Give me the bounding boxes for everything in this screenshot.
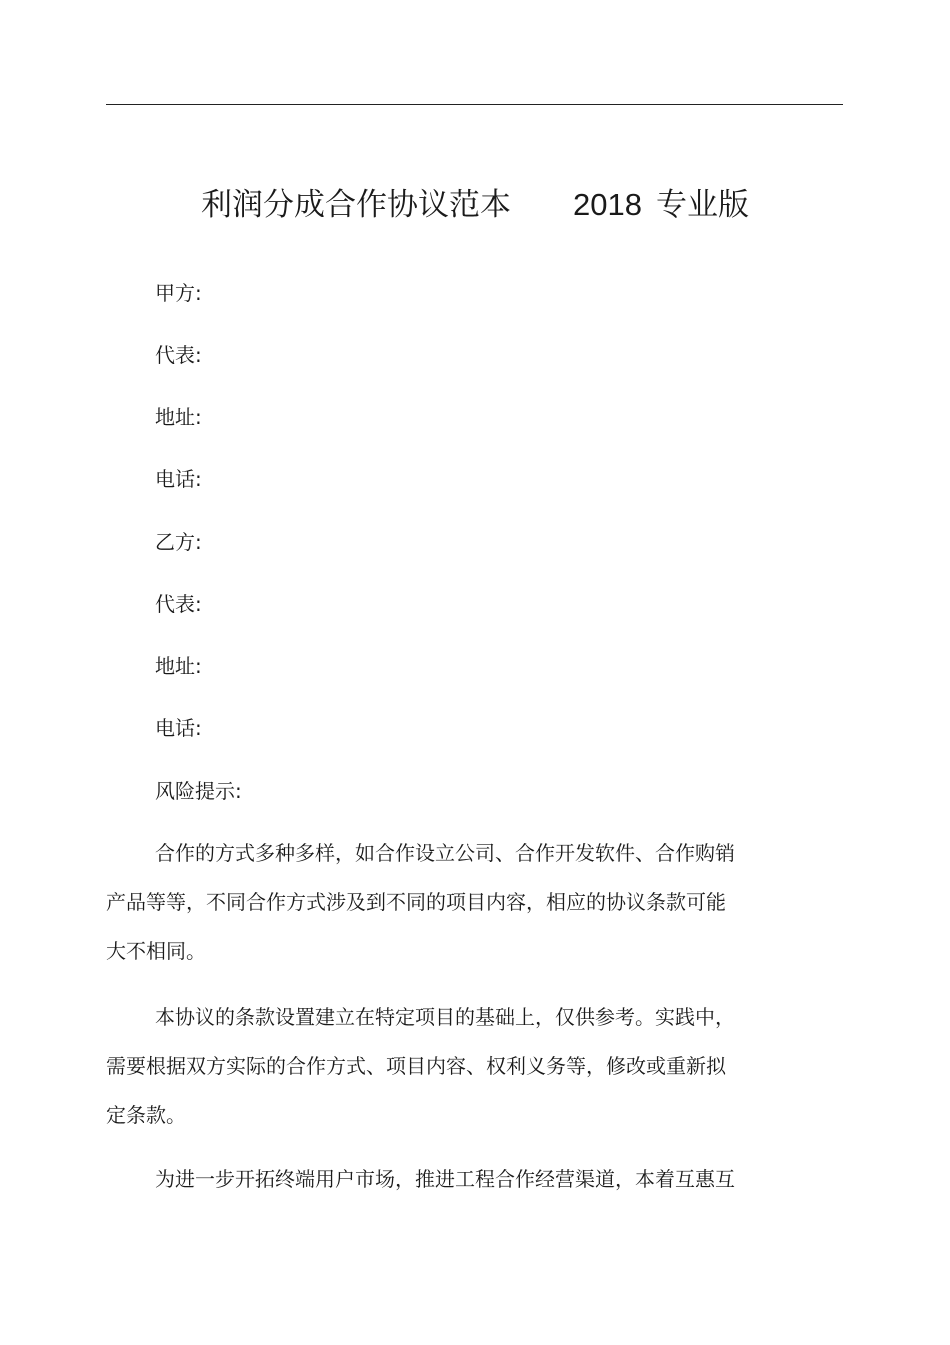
party-b-phone: 电话: bbox=[155, 716, 202, 740]
paragraph-line: 本协议的条款设置建立在特定项目的基础上，仅供参考。实践中， bbox=[155, 1005, 735, 1029]
title-edition: 专业版 bbox=[655, 187, 749, 223]
paragraph-reference-only bbox=[106, 1003, 766, 1143]
risk-notice-label: 风险提示: bbox=[155, 779, 242, 803]
party-a-label: 甲方: bbox=[155, 281, 202, 305]
party-a-representative: 代表: bbox=[155, 343, 202, 367]
title-year: 2018 bbox=[573, 187, 642, 222]
party-b-address: 地址: bbox=[155, 654, 202, 678]
title-text: 利润分成合作协议范本 bbox=[201, 187, 512, 223]
paragraph-cooperation-methods bbox=[106, 839, 766, 979]
paragraph-line: 合作的方式多种多样，如合作设立公司、合作开发软件、合作购销 bbox=[155, 841, 735, 865]
paragraph-purpose bbox=[106, 1165, 766, 1205]
paragraph-line: 需要根据双方实际的合作方式、项目内容、权利义务等，修改或重新拟 bbox=[106, 1054, 726, 1078]
header-rule bbox=[106, 104, 843, 105]
document-title bbox=[0, 182, 950, 228]
paragraph-line: 为进一步开拓终端用户市场，推进工程合作经营渠道，本着互惠互 bbox=[155, 1167, 735, 1191]
party-b-representative: 代表: bbox=[155, 592, 202, 616]
paragraph-line: 产品等等，不同合作方式涉及到不同的项目内容，相应的协议条款可能 bbox=[106, 890, 726, 914]
paragraph-line: 大不相同。 bbox=[106, 939, 206, 963]
party-a-phone: 电话: bbox=[155, 467, 202, 491]
party-a-address: 地址: bbox=[155, 405, 202, 429]
party-b-label: 乙方: bbox=[155, 530, 202, 554]
paragraph-line: 定条款。 bbox=[106, 1103, 186, 1127]
